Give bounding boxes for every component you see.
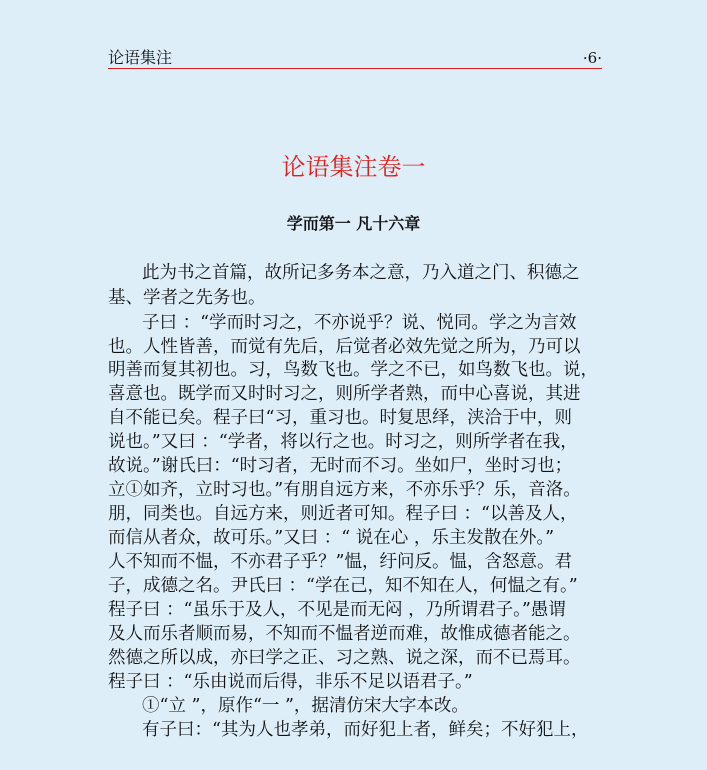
header-book-title: 论语集注 (108, 48, 173, 67)
text-line: 自不能已矣。程子曰“习，重习也。时复思绎，浃洽于中，则 (108, 408, 572, 428)
text-line: 喜意也。既学而又时时习之，则所学者熟，而中心喜说，其进 (108, 384, 581, 404)
text-line: 朋，同类也。自远方来，则近者可知。程子曰 ：“以善及人， (108, 504, 578, 524)
text-line: 及人而乐者顺而易，不知而不愠者逆而难，故惟成德者能之。 (108, 624, 581, 644)
text-line: 明善而复其初也。习，鸟数飞也。学之不已，如鸟数飞也。说， (108, 360, 598, 380)
text-line: 说也。”又曰 ：“学者，将以行之也。时习之，则所学者在我， (108, 432, 578, 452)
text-line: 此为书之首篇，故所记多务本之意，乃入道之门、积德之 (142, 263, 580, 283)
text-line: 有子曰：“其为人也孝弟，而好犯上者，鲜矣；不好犯上， (142, 720, 589, 740)
text-line: 然德之所以成，亦曰学之正、习之熟、说之深，而不已焉耳。 (108, 648, 581, 668)
text-line: 而信从者众，故可乐。”又曰 ：“ 说在心 ，乐主发散在外。” (108, 528, 555, 548)
text-line: 程子曰 ：“虽乐于及人，不见是而无闷 ，乃所谓君子。”愚谓 (108, 600, 566, 620)
running-header (108, 48, 602, 69)
text-line: 也。人性皆善，而觉有先后，后觉者必效先觉之所为，乃可以 (108, 337, 581, 357)
page-number: ·6· (582, 49, 602, 67)
text-line: 故说。”谢氏曰：“时习者，无时而不习。坐如尸，坐时习也； (108, 456, 573, 476)
chapter-title: 论语集注卷一 (281, 153, 426, 181)
text-line: 人不知而不愠，不亦君子乎？”愠，纡问反。愠，含怒意。君 (108, 552, 572, 572)
footnote-line: ①“立 ”，原作“一 ”，据清仿宋大字本改。 (142, 696, 469, 716)
text-line: 子曰 ：“学而时习之，不亦说乎？说、悦同。学之为言效 (142, 313, 577, 333)
text-line: 基、学者之先务也。 (108, 288, 266, 308)
text-line: 立①如齐，立时习也。”有朋自远方来，不亦乐乎？乐，音洛。 (108, 480, 581, 500)
text-line: 程子曰 ：“乐由说而后得，非乐不足以语君子。” (108, 672, 473, 692)
section-title: 学而第一 凡十六章 (286, 214, 421, 233)
text-line: 子，成德之名。尹氏曰 ：“学在己，知不知在人，何愠之有。” (108, 576, 578, 596)
